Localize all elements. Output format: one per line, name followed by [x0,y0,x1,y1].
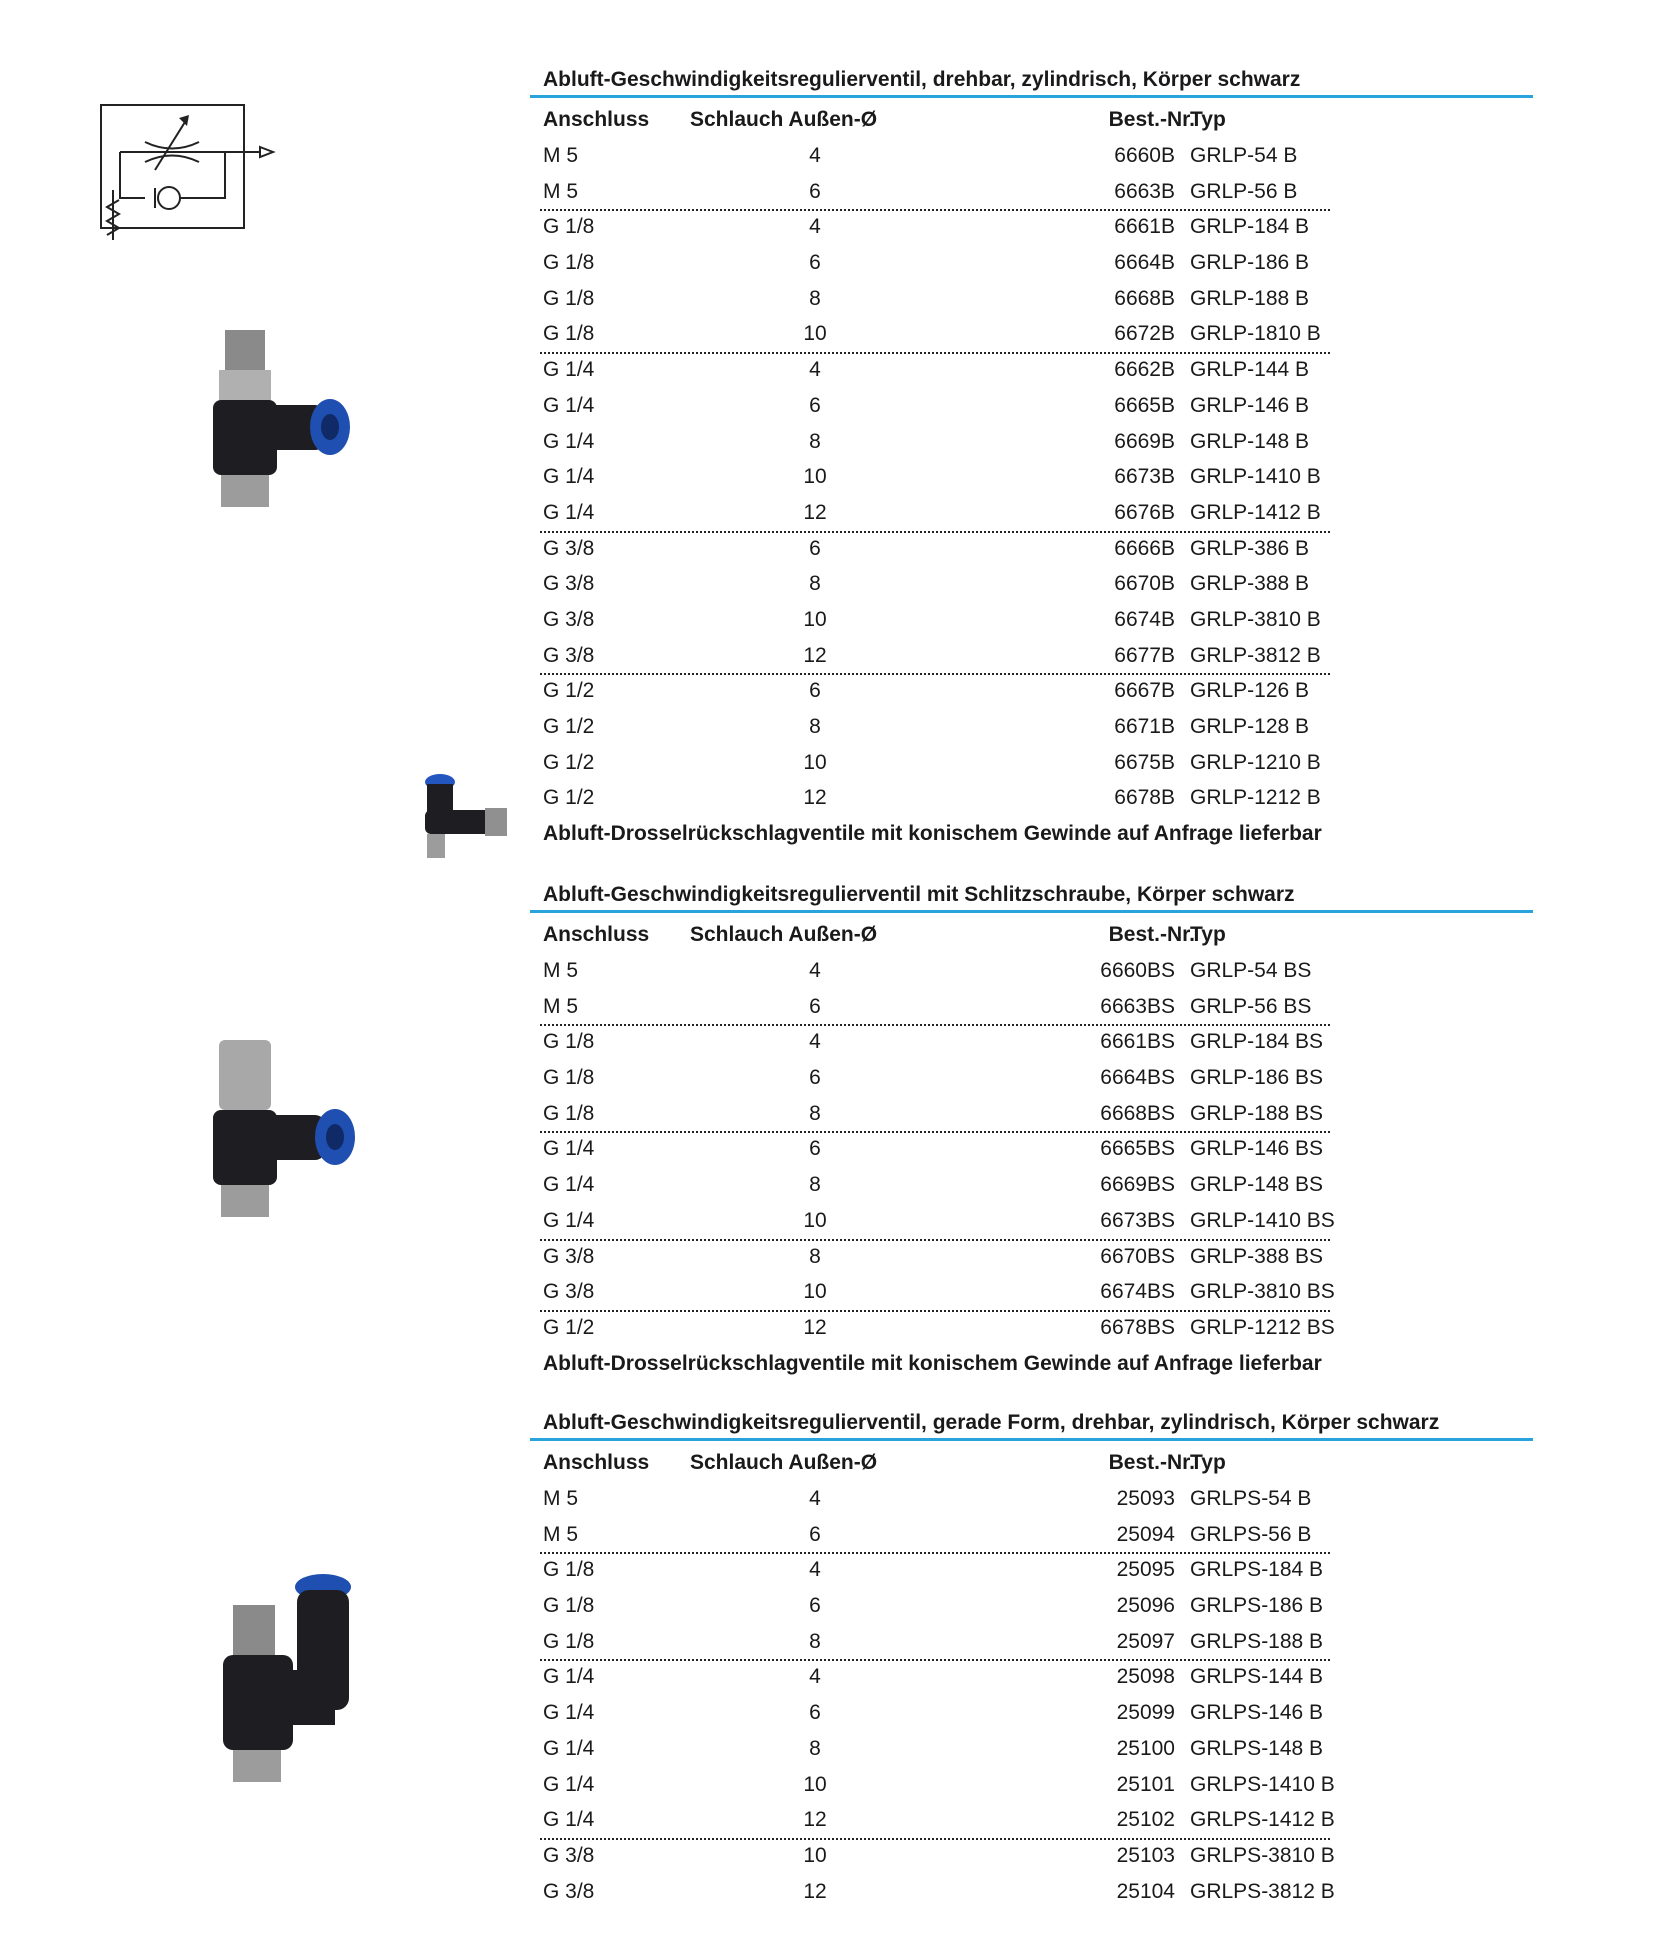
cell-best-nr: 6663B [1114,179,1175,203]
cell-best-nr: 6661BS [1100,1030,1175,1054]
cell-schlauch: 6 [809,1701,821,1725]
cell-best-nr: 25102 [1116,1808,1175,1832]
cell-schlauch: 10 [803,1280,827,1304]
header-anschluss: Anschluss [543,108,650,131]
cell-best-nr: 25101 [1116,1772,1175,1796]
cell-best-nr: 6671B [1114,715,1175,738]
cell-best-nr: 6678B [1114,786,1175,810]
cell-schlauch: 12 [803,1808,827,1832]
cell-typ: GRLP-188 BS [1190,1101,1324,1125]
cell-typ: GRLP-184 B [1190,215,1310,239]
cell-anschluss: G 1/8 [543,1558,595,1582]
cell-anschluss: G 1/2 [543,679,595,703]
cell-best-nr: 25095 [1116,1558,1175,1582]
cell-anschluss: M 5 [543,994,579,1018]
cell-typ: GRLP-144 B [1190,358,1310,382]
cell-typ: GRLP-148 B [1190,429,1310,453]
cell-best-nr: 6670B [1114,572,1175,596]
header-typ: Typ [1190,1451,1226,1474]
cell-typ: GRLP-146 B [1190,393,1310,417]
cell-anschluss: G 1/4 [543,1173,595,1197]
cell-anschluss: G 3/8 [543,572,595,596]
header-typ: Typ [1190,108,1226,131]
cell-typ: GRLP-186 B [1190,251,1310,275]
cell-schlauch: 6 [809,393,821,417]
cell-best-nr: 6678BS [1100,1315,1175,1339]
cell-typ: GRLP-1412 B [1190,500,1321,524]
header-schlauch: Schlauch Außen-Ø [690,1451,878,1474]
cell-typ: GRLP-148 BS [1190,1173,1324,1197]
cell-schlauch: 8 [809,1173,821,1197]
cell-schlauch: 8 [809,1101,821,1125]
section-title: Abluft-Geschwindigkeitsregulierventil, drehbar, zylindrisch, Körper schwarz [530,65,1533,98]
valve-product-image-1 [195,320,375,520]
section-title: Abluft-Geschwindigkeitsregulierventil, gerade Form, drehbar, zylindrisch, Körper schwarz [530,1408,1533,1441]
table-row [530,1096,1530,1132]
table-row [530,1838,1530,1874]
cell-schlauch: 6 [809,1522,821,1546]
cell-anschluss: G 3/8 [543,1843,595,1867]
table-row [530,1167,1530,1203]
cell-schlauch: 6 [809,679,821,703]
cell-schlauch: 10 [803,322,827,346]
table-row [530,709,1530,745]
cell-schlauch: 4 [809,1487,821,1510]
table-row [530,1024,1530,1060]
cell-typ: GRLPS-54 B [1190,1487,1312,1510]
section-note: Abluft-Drosselrückschlagventile mit konischem Gewinde auf Anfrage lieferbar [543,1351,1322,1375]
cell-schlauch: 4 [809,1030,821,1054]
table-row [530,388,1530,424]
cell-typ: GRLPS-148 B [1190,1736,1324,1760]
cell-typ: GRLP-56 BS [1190,994,1312,1018]
cell-best-nr: 25098 [1116,1665,1175,1689]
cell-anschluss: G 1/8 [543,1594,595,1618]
cell-schlauch: 8 [809,286,821,310]
cell-best-nr: 6668B [1114,286,1175,310]
table-row [530,352,1530,388]
table-row [530,138,1530,174]
cell-typ: GRLP-3812 B [1190,643,1321,667]
valve-product-image-2 [195,1030,375,1230]
cell-typ: GRLPS-56 B [1190,1522,1312,1546]
cell-best-nr: 6670BS [1100,1244,1175,1268]
cell-typ: GRLP-54 BS [1190,959,1312,982]
cell-anschluss: G 3/8 [543,643,595,667]
cell-typ: GRLPS-1412 B [1190,1808,1335,1832]
cell-anschluss: G 1/2 [543,715,595,738]
table-row [530,566,1530,602]
cell-schlauch: 6 [809,251,821,275]
table-row [530,316,1530,352]
table-row [530,1802,1530,1838]
cell-anschluss: G 3/8 [543,1244,595,1268]
product-table-section [530,65,1530,852]
cell-anschluss: G 3/8 [543,536,595,560]
table-row [530,1659,1530,1695]
cell-anschluss: G 1/8 [543,286,595,310]
cell-anschluss: G 1/8 [543,322,595,346]
cell-best-nr: 6675B [1114,750,1175,774]
cell-typ: GRLPS-1410 B [1190,1772,1335,1796]
cell-anschluss: G 1/4 [543,465,595,489]
table-row [530,1481,1530,1517]
cell-anschluss: G 1/4 [543,358,595,382]
pneumatic-symbol-icon [95,100,285,250]
cell-best-nr: 6665BS [1100,1137,1175,1161]
cell-anschluss: M 5 [543,1487,579,1510]
table-row [530,1731,1530,1767]
table-row [530,531,1530,567]
table-row [530,1624,1530,1660]
table-row [530,953,1530,989]
cell-typ: GRLP-1210 B [1190,750,1321,774]
cell-typ: GRLP-1410 BS [1190,1208,1335,1232]
cell-anschluss: M 5 [543,144,579,167]
cell-schlauch: 10 [803,607,827,631]
table-header [530,1445,1530,1481]
cell-best-nr: 6667B [1114,679,1175,703]
cell-best-nr: 6661B [1114,215,1175,239]
table-row [530,1131,1530,1167]
cell-typ: GRLP-1410 B [1190,465,1321,489]
table-row [530,209,1530,245]
cell-anschluss: G 1/4 [543,500,595,524]
cell-anschluss: G 1/2 [543,750,595,774]
cell-schlauch: 8 [809,429,821,453]
table-row [530,245,1530,281]
table-row [530,602,1530,638]
cell-schlauch: 12 [803,786,827,810]
cell-anschluss: G 3/8 [543,1280,595,1304]
cell-schlauch: 4 [809,1558,821,1582]
cell-schlauch: 4 [809,959,821,982]
cell-best-nr: 6665B [1114,393,1175,417]
table-header [530,102,1530,138]
cell-typ: GRLP-386 B [1190,536,1310,560]
cell-best-nr: 6663BS [1100,994,1175,1018]
cell-typ: GRLP-3810 BS [1190,1280,1335,1304]
cell-anschluss: G 1/8 [543,1101,595,1125]
cell-schlauch: 8 [809,572,821,596]
cell-best-nr: 25103 [1116,1843,1175,1867]
cell-typ: GRLP-188 B [1190,286,1310,310]
cell-typ: GRLP-1212 BS [1190,1315,1335,1339]
cell-typ: GRLP-54 B [1190,144,1298,167]
cell-anschluss: G 1/2 [543,1315,595,1339]
table-header [530,917,1530,953]
header-schlauch: Schlauch Außen-Ø [690,108,878,131]
header-best-nr: Best.-Nr. [1108,923,1195,946]
cell-anschluss: G 1/4 [543,1665,595,1689]
cell-schlauch: 6 [809,1594,821,1618]
table-row [530,1060,1530,1096]
cell-typ: GRLP-146 BS [1190,1137,1324,1161]
cell-schlauch: 6 [809,1137,821,1161]
cell-schlauch: 8 [809,1629,821,1653]
cell-schlauch: 8 [809,715,821,738]
table-row [530,495,1530,531]
section-note: Abluft-Drosselrückschlagventile mit konischem Gewinde auf Anfrage lieferbar [543,822,1322,846]
cell-best-nr: 25099 [1116,1701,1175,1725]
table-row [530,638,1530,674]
cell-anschluss: G 3/8 [543,607,595,631]
cell-typ: GRLPS-146 B [1190,1701,1324,1725]
cell-anschluss: G 1/4 [543,1736,595,1760]
cell-schlauch: 4 [809,144,821,167]
cell-schlauch: 12 [803,1879,827,1903]
cell-schlauch: 10 [803,1843,827,1867]
cell-typ: GRLP-184 BS [1190,1030,1324,1054]
cell-best-nr: 6660BS [1100,959,1175,982]
table-row [530,673,1530,709]
cell-anschluss: M 5 [543,959,579,982]
table-row [530,174,1530,210]
cell-typ: GRLP-3810 B [1190,607,1321,631]
cell-best-nr: 25096 [1116,1594,1175,1618]
header-anschluss: Anschluss [543,1451,650,1474]
cell-anschluss: G 1/8 [543,1629,595,1653]
cell-best-nr: 6674B [1114,607,1175,631]
cell-typ: GRLP-56 B [1190,179,1298,203]
cell-schlauch: 10 [803,465,827,489]
cell-schlauch: 8 [809,1736,821,1760]
cell-anschluss: G 3/8 [543,1879,595,1903]
table-row [530,1274,1530,1310]
cell-best-nr: 6673B [1114,465,1175,489]
header-schlauch: Schlauch Außen-Ø [690,923,878,946]
cell-typ: GRLP-388 B [1190,572,1310,596]
table-row [530,1874,1530,1910]
cell-anschluss: M 5 [543,179,579,203]
cell-best-nr: 25104 [1116,1879,1175,1903]
cell-schlauch: 12 [803,643,827,667]
cell-typ: GRLPS-186 B [1190,1594,1324,1618]
cell-anschluss: G 1/4 [543,1208,595,1232]
cell-typ: GRLP-1212 B [1190,786,1321,810]
cell-best-nr: 25094 [1116,1522,1175,1546]
cell-schlauch: 6 [809,994,821,1018]
cell-schlauch: 10 [803,1772,827,1796]
cell-typ: GRLPS-144 B [1190,1665,1324,1689]
cell-anschluss: G 1/4 [543,1808,595,1832]
cell-typ: GRLP-186 BS [1190,1066,1324,1090]
cell-anschluss: G 1/4 [543,429,595,453]
table-row [530,1552,1530,1588]
cell-best-nr: 6662B [1114,358,1175,382]
cell-typ: GRLP-388 BS [1190,1244,1324,1268]
table-row [530,1239,1530,1275]
cell-best-nr: 25093 [1116,1487,1175,1510]
cell-best-nr: 25097 [1116,1629,1175,1653]
cell-anschluss: G 1/8 [543,1030,595,1054]
cell-anschluss: G 1/4 [543,393,595,417]
valve-product-image-3 [205,1565,385,1790]
cell-typ: GRLPS-188 B [1190,1629,1324,1653]
cell-anschluss: G 1/8 [543,215,595,239]
cell-schlauch: 4 [809,215,821,239]
cell-best-nr: 6668BS [1100,1101,1175,1125]
section-title: Abluft-Geschwindigkeitsregulierventil mit Schlitzschraube, Körper schwarz [530,880,1533,913]
cell-best-nr: 6660B [1114,144,1175,167]
cell-best-nr: 6664BS [1100,1066,1175,1090]
cell-schlauch: 10 [803,750,827,774]
table-row [530,1767,1530,1803]
cell-typ: GRLP-1810 B [1190,322,1321,346]
table-row [530,1310,1530,1346]
cell-best-nr: 6666B [1114,536,1175,560]
cell-anschluss: G 1/8 [543,251,595,275]
cell-best-nr: 6676B [1114,500,1175,524]
valve-product-image-small [415,770,515,865]
table-row [530,459,1530,495]
cell-anschluss: G 1/2 [543,786,595,810]
product-table-section [530,1408,1530,1909]
cell-best-nr: 25100 [1116,1736,1175,1760]
table-row [530,780,1530,816]
table-row [530,424,1530,460]
cell-best-nr: 6673BS [1100,1208,1175,1232]
cell-schlauch: 6 [809,1066,821,1090]
cell-typ: GRLPS-3810 B [1190,1843,1335,1867]
cell-anschluss: G 1/4 [543,1772,595,1796]
product-table-section [530,880,1530,1382]
cell-anschluss: G 1/4 [543,1137,595,1161]
table-row [530,989,1530,1025]
cell-anschluss: M 5 [543,1522,579,1546]
cell-schlauch: 12 [803,1315,827,1339]
cell-typ: GRLP-128 B [1190,715,1310,738]
cell-best-nr: 6664B [1114,251,1175,275]
cell-best-nr: 6669B [1114,429,1175,453]
cell-schlauch: 6 [809,179,821,203]
cell-typ: GRLP-126 B [1190,679,1310,703]
cell-schlauch: 12 [803,500,827,524]
table-row [530,281,1530,317]
table-row [530,1588,1530,1624]
cell-typ: GRLPS-3812 B [1190,1879,1335,1903]
table-row [530,745,1530,781]
cell-schlauch: 8 [809,1244,821,1268]
table-row [530,1695,1530,1731]
header-anschluss: Anschluss [543,923,650,946]
cell-best-nr: 6669BS [1100,1173,1175,1197]
cell-schlauch: 6 [809,536,821,560]
cell-anschluss: G 1/4 [543,1701,595,1725]
cell-best-nr: 6677B [1114,643,1175,667]
cell-best-nr: 6672B [1114,322,1175,346]
header-typ: Typ [1190,923,1226,946]
table-row [530,1517,1530,1553]
cell-schlauch: 10 [803,1208,827,1232]
cell-anschluss: G 1/8 [543,1066,595,1090]
header-best-nr: Best.-Nr. [1108,1451,1195,1474]
table-row [530,1203,1530,1239]
cell-schlauch: 4 [809,1665,821,1689]
cell-schlauch: 4 [809,358,821,382]
cell-best-nr: 6674BS [1100,1280,1175,1304]
header-best-nr: Best.-Nr. [1108,108,1195,131]
cell-typ: GRLPS-184 B [1190,1558,1324,1582]
